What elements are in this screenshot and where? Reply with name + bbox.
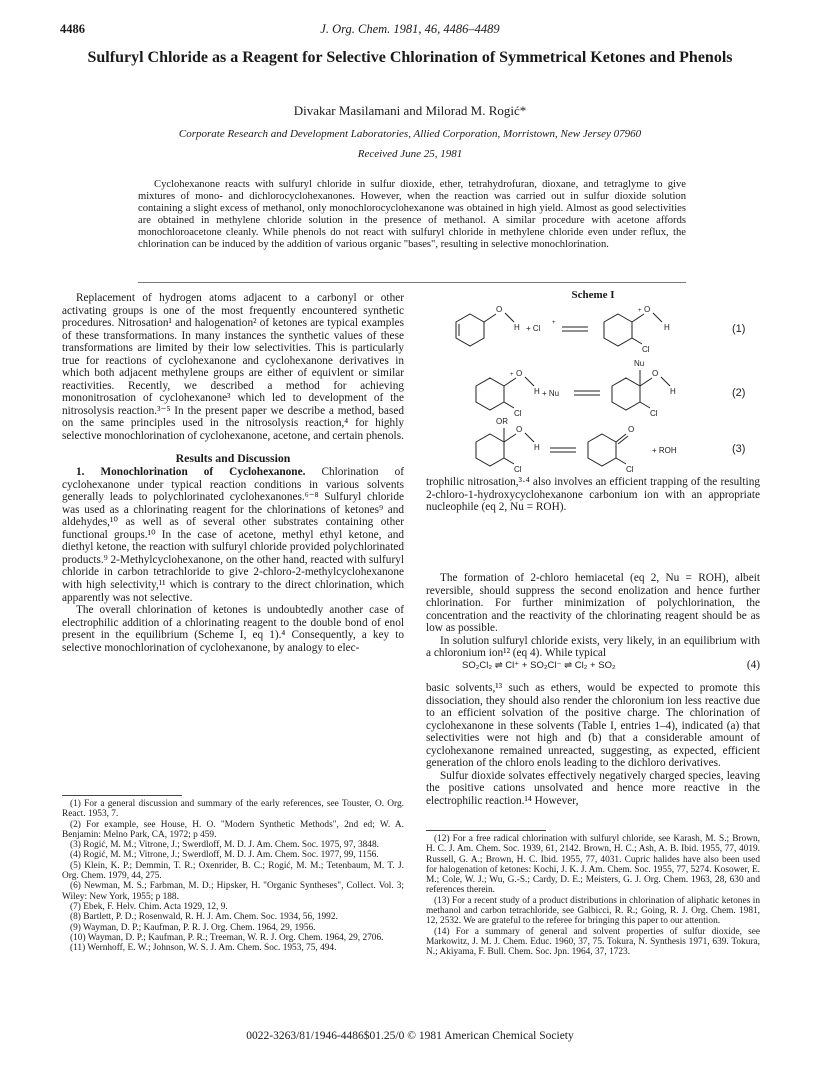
- results-paragraph-1-text: Chlorination of cyclohexanone under typical reaction conditions in various solvents generally leads to polychlorinated cyclohexanones.⁶⁻⁸ Sulfuryl chloride was used as a chlorinating reagent for the chlorinations of ketones⁹ and aldehydes,¹⁰ as well as of several other substrates containing other functional groups.¹⁰ In the case of acetone, methyl ethyl ketone, and diethyl ketone, the reaction with sulfuryl chloride provided polychlorinated products.⁹ 2-Methylcyclohexanone, on the other hand, reacted with sulfuryl chloride in carbon tetrachloride to give 2-chloro-2-methylcyclohexanone with high selectivity,¹¹ which is contrary to the direct chlorination, which apparently was not selective.: [62, 466, 405, 604]
- authors: Divakar Masilamani and Milorad M. Rogić*: [293, 103, 527, 118]
- eq3-roh: + ROH: [652, 446, 677, 455]
- scheme-title: Scheme I: [571, 289, 615, 301]
- journal-citation: J. Org. Chem. 1981, 46, 4486–4489: [320, 22, 500, 36]
- right-column-mid: [426, 572, 760, 660]
- eq1-product-cl: Cl: [642, 345, 650, 354]
- eq1-plus-cl: + Cl: [526, 324, 541, 333]
- eq2-product-cl: Cl: [650, 409, 658, 418]
- section-heading: Results and Discussion: [175, 450, 291, 465]
- page-number: 4486: [60, 22, 85, 36]
- footnote: (13) For a recent study of a product distributions in chlorination of aliphatic ketones in methanol and carbon tetrachloride, see Galbicci, R. R.; Going, R. J. Org. Chem. 1981, 12, 2532. We are grateful to the referee for bringing this paper to our attention.: [426, 895, 760, 927]
- chlorohydrin-cation-ring-2: [476, 378, 504, 410]
- footnote: (2) For example, see House, H. O. "Modern Synthetic Methods", 2nd ed; W. A. Benjamin: Melno Park, CA, 1972; p 459.: [62, 819, 404, 840]
- eq2-oxygen: O: [516, 369, 523, 378]
- footnote: (6) Newman, M. S.; Farbman, M. D.; Hipsker, H. "Organic Syntheses", Collect. Vol. 3; Wiley: New York, 1955; p 188.: [62, 881, 404, 902]
- footnote: (11) Wernhoff, E. W.; Johnson, W. S. J. Am. Chem. Soc. 1953, 75, 494.: [70, 943, 337, 954]
- eq1-product-hydrogen: H: [664, 323, 670, 332]
- footnote: (5) Klein, K. P.; Demmin, T. R.; Oxenrider, B. C.; Rogić, M. M.; Tetenbaum, M. T. J. Org. Chem. 1979, 44, 275.: [62, 860, 404, 882]
- article-title: Sulfuryl Chloride as a Reagent for Selective Chlorination of Symmetrical Ketones and Phenols: [87, 49, 733, 66]
- eq1-oxygen: O: [496, 305, 503, 314]
- right-column-bottom: [426, 682, 760, 807]
- subsection-heading: 1. Monochlorination of Cyclohexanone.: [76, 466, 306, 479]
- eq3-hydrogen: H: [534, 443, 540, 452]
- eq3-oxygen: O: [516, 425, 523, 434]
- equation-4-formula: SO₂Cl₂ ⇌ Cl⁺ + SO₂Cl⁻ ⇌ Cl₂ + SO₂: [462, 660, 616, 671]
- right-paragraph-5: Sulfur dioxide solvates effectively negatively charged species, leaving the positive cations unsolvated and hence more reactive in the electrophilic reaction.¹⁴ However,: [426, 769, 760, 807]
- footnote: (9) Wayman, D. P.; Kaufman, P. R. J. Org. Chem. 1964, 29, 1956.: [70, 922, 316, 933]
- eq3-cl: Cl: [514, 465, 522, 472]
- eq2-plus-nu: + Nu: [542, 389, 560, 398]
- abstract: Cyclohexanone reacts with sulfuryl chloride in sulfur dioxide, ether, tetrahydrofuran, dioxane, and tetraglyme to give mixtures of mono- and dichlorocyclohexanones. However, when the reaction was carried out in sulfur dioxide solution containing a slight excess of methanol, only monochlorocyclohexanone was obtained in high yield. Almost as good selectivities are obtained in methylene chloride solution in the presence of methanol. A similar procedure with acetone affords monochloroacetone cleanly. While phenols do not react with sulfuryl chloride in methylene chloride even under reflux, the chlorination can be induced by the addition of various organic "bases", resulting in selective monochlorination.: [138, 179, 686, 251]
- equation-4-number: (4): [746, 659, 760, 671]
- enol-ring: [456, 314, 484, 346]
- eq2-cl: Cl: [514, 409, 522, 418]
- eq1-hydrogen: H: [514, 323, 520, 332]
- eq2-product-oxygen: O: [652, 369, 659, 378]
- right-paragraph-4: basic solvents,¹³ such as ethers, would be expected to promote this dissociation, they should also render the chloronium ion less reactive due to an efficient solvation of the positive charge. The chlorination of cyclohexanone in these solvents (Table I, entries 1–4), indicated (a) that selectivities were not high and (b) that a considerable amount of cyclohexanone remained unreacted, suggesting, as expected, efficient generation of the chloro enols leading to the dichloro derivatives.: [426, 682, 760, 770]
- abstract-divider: [138, 282, 686, 283]
- footnote: (8) Bartlett, P. D.; Rosenwald, R. H. J. Am. Chem. Soc. 1934, 56, 1992.: [70, 912, 338, 923]
- eq1-product-oxygen: O: [644, 305, 651, 314]
- scheme-1-diagram: [426, 300, 760, 472]
- right-paragraph-1: trophilic nitrosation,³·⁴ also involves an efficient trapping of the resulting 2-chloro-1-hydroxycyclohexanone carbonium ion with an appropriate nucleophile (eq 2, Nu = ROH).: [426, 476, 760, 514]
- svg-text:+: +: [638, 308, 642, 314]
- results-paragraph-2: The overall chlorination of ketones is undoubtedly another case of electrophilic addition of a chlorinating reagent to the double bond of enol present in the equilibrium (Scheme I, eq 1).⁴ Consequently, a key to selective monochlorination of cyclohexanone, by analogy to elec-: [62, 604, 404, 654]
- eq3-product-cl: Cl: [626, 465, 634, 472]
- intro-paragraph: Replacement of hydrogen atoms adjacent to a carbonyl or other activating groups is one of the most frequently encountered synthetic procedures. Nitrosation¹ and halogenation² of ketones are typical examples of these transformations. In many instances the synthetic values of these transformations are limited by their low selectivities. This is particularly true for reactions of cyclohexanone and cyclohexanone derivatives in which both adjacent methylene groups are either of equivlent or similar reactivities. Recently, we described a method for achieving mononitrosation of cyclohexanone³ which led to development of the nitrosolysis reaction.³⁻⁵ In the present paper we describe a method, based on the same principles used in the nitrosolysis reaction,⁴ for highly selective monochlorination of cyclohexanone, acetone, and certain phenols.: [62, 292, 404, 443]
- left-column: [62, 292, 404, 654]
- footnote: (12) For a free radical chlorination with sulfuryl chloride, see Karash, M. S.; Brown, H. C. J. Am. Chem. Soc. 1939, 61, 2142. Brown, H. C.; Ash, A. B. Ibid. 1955, 77, 4019. Russell, G. A.; Brown, H. C. Ibid. 1955, 77, 4031. Cupric halides have also been used for halogenation of ketones: Kochi, J. K. J. Am. Chem. Soc. 1955, 77, 5274. Kosower, E. M.; Cole, W. J.; Wu, G.-S.; Cardy, D. E.; Meisters, G. J. Org. Chem. 1963, 28, 630 and references therein.: [426, 834, 760, 896]
- results-paragraph-1: [62, 466, 404, 604]
- eq2-number: (2): [732, 387, 746, 399]
- footnote: (10) Wayman, D. P.; Kaufman, P. R.; Treeman, W. R. J. Org. Chem. 1964, 29, 2706.: [70, 932, 384, 943]
- footnote: (3) Rogić, M. M.; Vitrone, J.; Swerdloff, M. D. J. Am. Chem. Soc. 1975, 97, 3848.: [70, 840, 379, 851]
- affiliation: Corporate Research and Development Laboratories, Allied Corporation, Morristown, New Jersey 07960: [178, 128, 642, 140]
- chlorohydrin-cation-ring: [604, 314, 632, 346]
- eq3-number: (3): [732, 443, 746, 455]
- hemiacetal-ring: [612, 378, 640, 410]
- right-column-top: [426, 476, 760, 514]
- footnote: (7) Ebek, F. Helv. Chim. Acta 1929, 12, 9.: [70, 901, 228, 912]
- eq3-or: OR: [496, 417, 508, 426]
- eq2-product-nu: Nu: [634, 359, 645, 368]
- footnotes-right: [426, 834, 760, 958]
- footnotes-left: [62, 799, 404, 953]
- eq1-number: (1): [732, 323, 746, 335]
- footnote: (4) Rogić, M. M.; Vitrone, J.; Swerdloff, M. D. J. Am. Chem. Soc. 1977, 99, 1156.: [70, 850, 379, 861]
- eq2-hydrogen: H: [534, 387, 540, 396]
- chloro-hemiacetal-ring: [476, 434, 504, 466]
- received-date: Received June 25, 1981: [357, 148, 463, 160]
- right-paragraph-3: In solution sulfuryl chloride exists, very likely, in an equilibrium with a chloronium ion¹² (eq 4). While typical: [426, 634, 760, 660]
- svg-text:+: +: [510, 372, 514, 378]
- page-footer: 0022-3263/81/1946-4486$01.25/0 © 1981 American Chemical Society: [246, 1030, 574, 1042]
- equation-4: [426, 656, 760, 676]
- eq2-product-hydrogen: H: [670, 387, 676, 396]
- footnote: (1) For a general discussion and summary of the early references, see Touster, O. Org. React. 1953, 7.: [62, 799, 404, 820]
- footnote-divider-right: [426, 830, 546, 831]
- running-header: [60, 22, 760, 38]
- footnote: (14) For a summary of general and solvent properties of sulfur dioxide, see Markowitz, J. M. J. Chem. Educ. 1960, 37, 75. Tokura, N. Synthesis 1971, 639. Tokura, N.; Akiyama, F. Bull. Chem. Soc. Jpn. 1964, 37, 1723.: [426, 926, 760, 958]
- svg-text:+: +: [552, 320, 556, 326]
- footnote-divider-left: [62, 795, 182, 796]
- chloroketone-ring: [588, 434, 616, 466]
- eq3-product-oxygen: O: [628, 425, 635, 434]
- right-paragraph-2: The formation of 2-chloro hemiacetal (eq 2, Nu = ROH), albeit reversible, should suppress the second enolization and hence further chlorination. For further minimization of polychlorination, the concentration and the reactivity of the chlorinating reagent should be as low as possible.: [426, 572, 760, 635]
